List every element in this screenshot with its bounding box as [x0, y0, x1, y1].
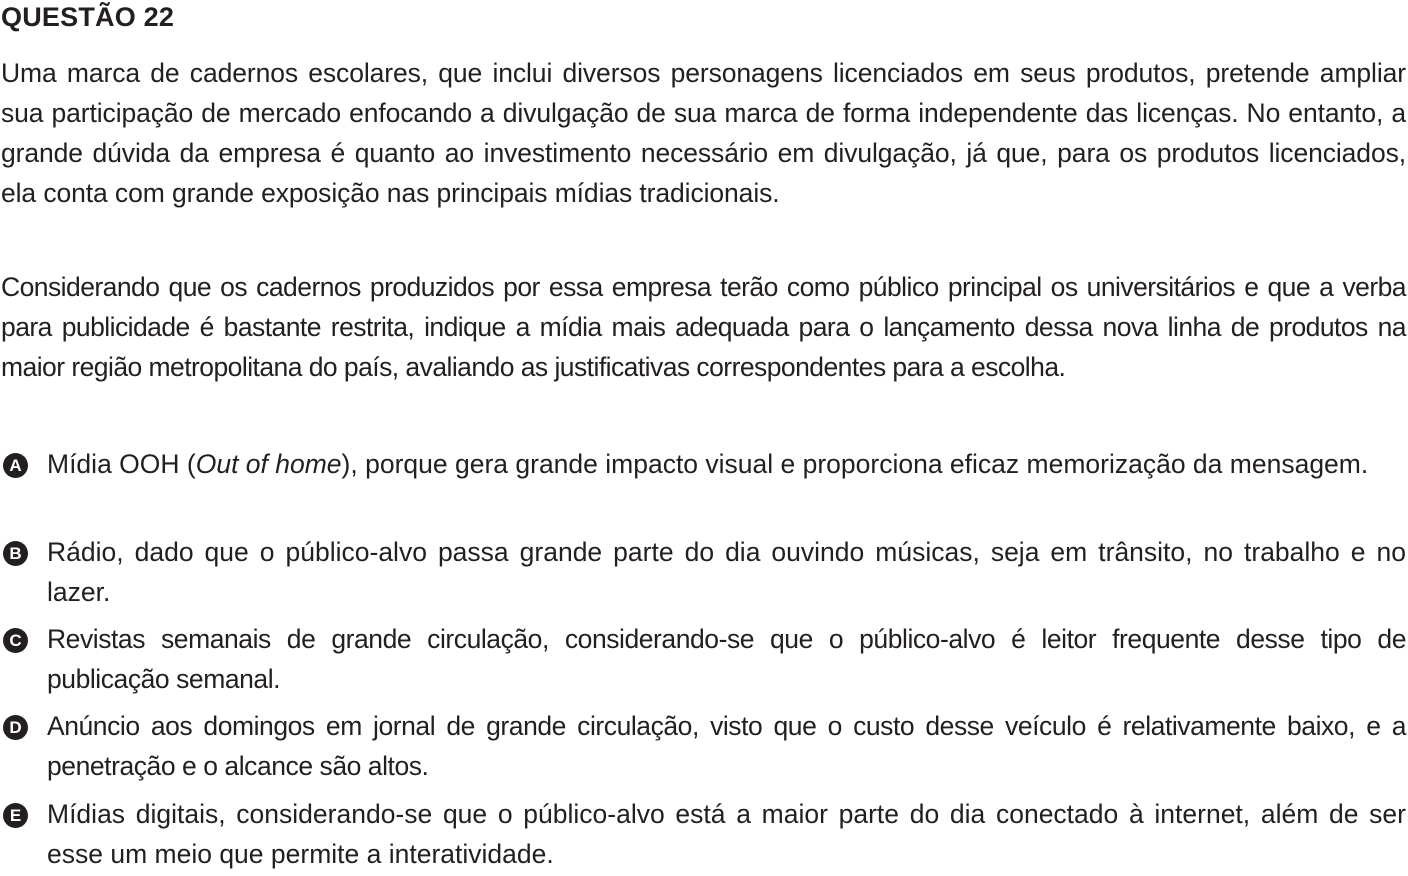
- option-a-letter-badge: A: [3, 453, 28, 478]
- option-c-letter-badge: C: [3, 628, 28, 653]
- option-a-text-italic: Out of home: [195, 449, 342, 479]
- question-paragraph-prompt: Considerando que os cadernos produzidos por essa empresa terão como público principal os universitários e que a verba para publicidade é bastante restrita, indique a mídia mais adequada para o lançamento dessa nova linha de produtos na maior região metropolitana do país, avaliando as justificativas correspondentes para a escolha.: [1, 272, 1406, 382]
- option-d-letter-badge: D: [3, 715, 28, 740]
- option-d[interactable]: [0, 706, 1406, 788]
- option-a-text-end: ), porque gera grande impacto visual e proporciona eficaz memorização da mensagem.: [341, 449, 1369, 479]
- option-b-letter-badge: B: [3, 541, 28, 566]
- option-b[interactable]: [0, 532, 1406, 614]
- question-title: QUESTÃO 22: [1, 2, 175, 32]
- option-a-text-start: Mídia OOH (: [47, 449, 196, 479]
- option-a[interactable]: [0, 444, 1406, 526]
- option-c-text: Revistas semanais de grande circulação, considerando-se que o público-alvo é leitor frequente desse tipo de publicação semanal.: [47, 624, 1406, 694]
- option-b-text: Rádio, dado que o público-alvo passa grande parte do dia ouvindo músicas, seja em trânsito, no trabalho e no lazer.: [47, 537, 1406, 607]
- option-a-text: [47, 444, 1406, 484]
- option-e-text: Mídias digitais, considerando-se que o público-alvo está a maior parte do dia conectado à internet, além de ser esse um meio que permite a interatividade.: [47, 799, 1406, 869]
- option-d-text: Anúncio aos domingos em jornal de grande circulação, visto que o custo desse veículo é relativamente baixo, e a penetração e o alcance são altos.: [47, 711, 1406, 781]
- option-e-letter-badge: E: [3, 803, 28, 828]
- question-paragraph-context: Uma marca de cadernos escolares, que inclui diversos personagens licenciados em seus produtos, pretende ampliar sua participação de mercado enfocando a divulgação de sua marca de forma independente das licenças. No entanto, a grande dúvida da empresa é quanto ao investimento necessário em divulgação, já que, para os produtos licenciados, ela conta com grande exposição nas principais mídias tradicionais.: [1, 58, 1406, 208]
- option-c[interactable]: [0, 619, 1406, 701]
- option-e[interactable]: [0, 794, 1406, 876]
